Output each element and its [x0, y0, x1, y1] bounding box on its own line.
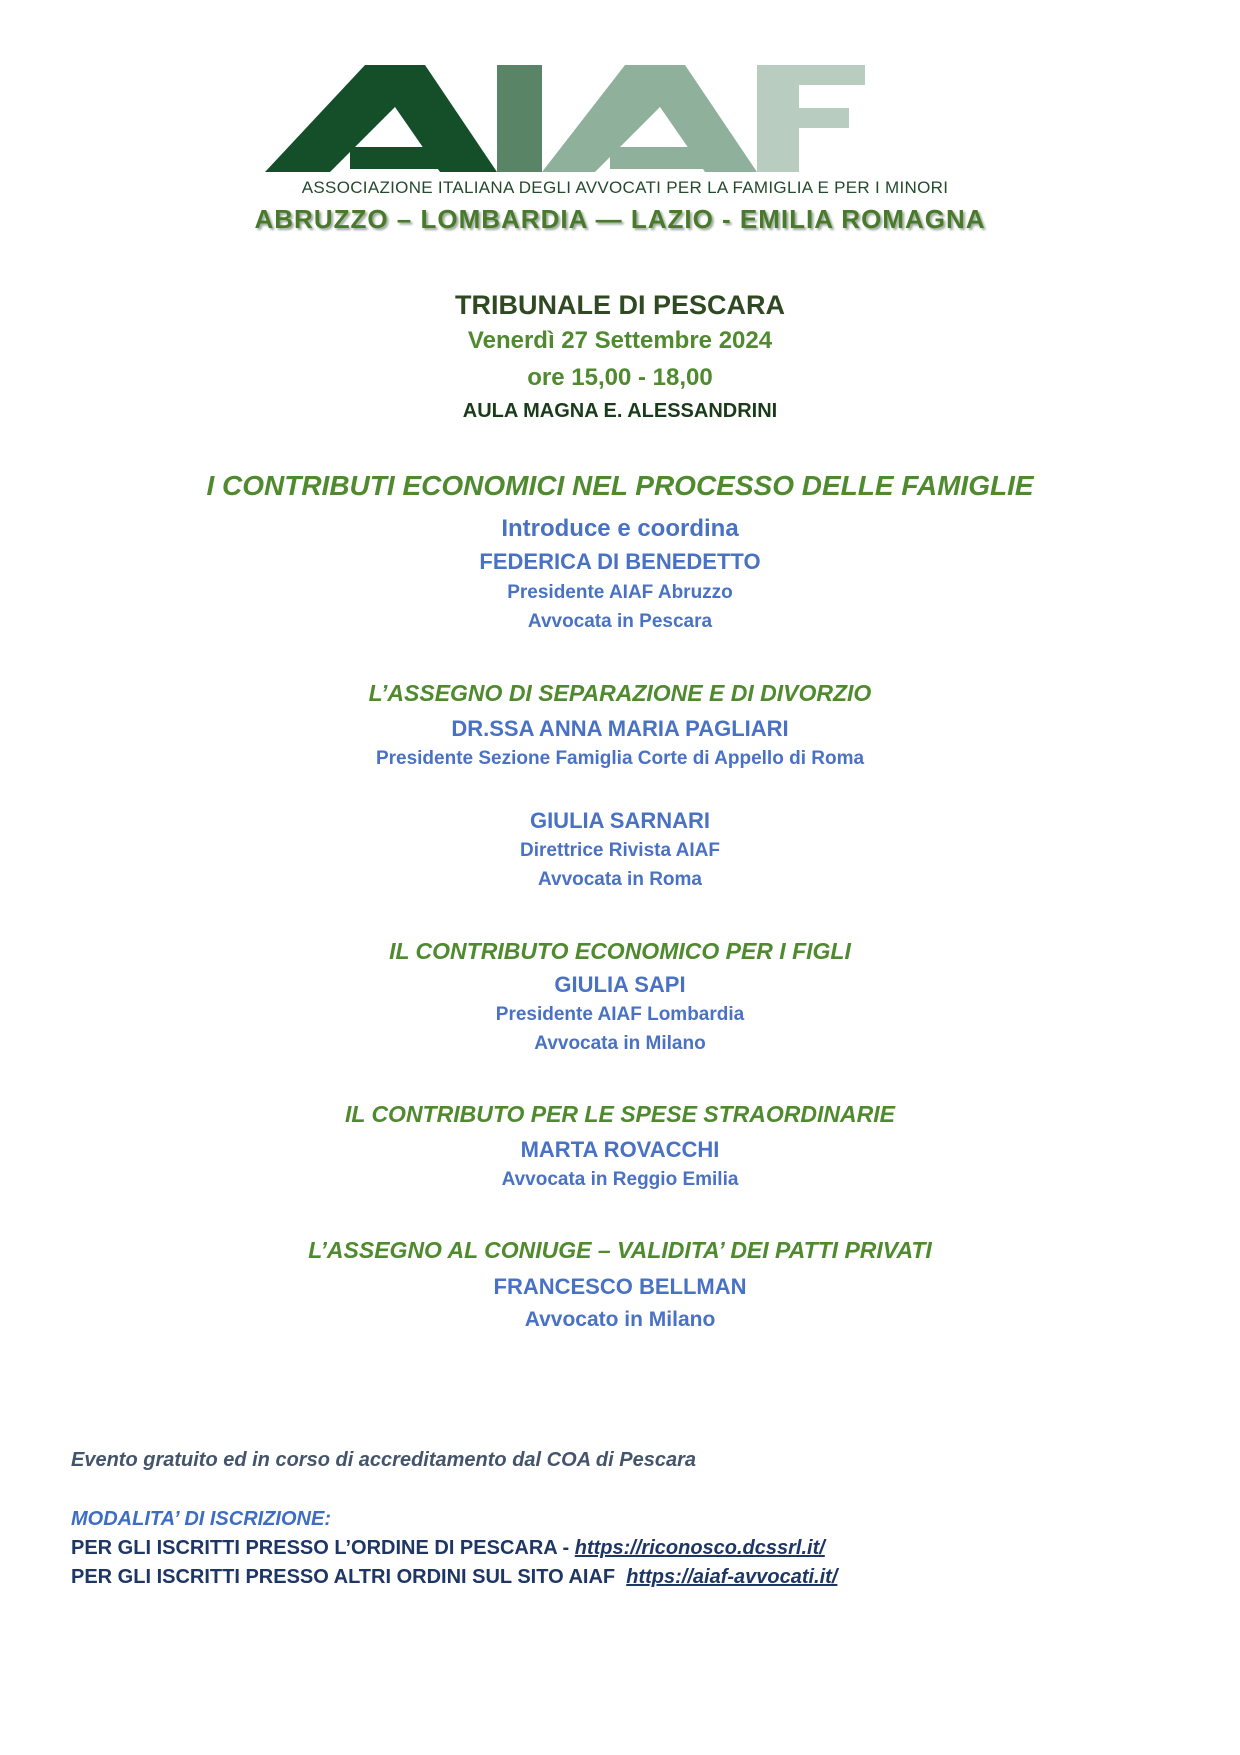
- speaker-role: Presidente Sezione Famiglia Corte di Appello di Roma: [375, 748, 865, 769]
- session-topic: L’ASSEGNO AL CONIUGE – VALIDITA’ DEI PATTI PRIVATI: [308, 1237, 932, 1263]
- speaker-role: Avvocata in Milano: [534, 1033, 706, 1054]
- registration-line-text: PER GLI ISCRITTI PRESSO ALTRI ORDINI SUL SITO AIAF: [71, 1566, 627, 1588]
- speaker-role: Avvocato in Milano: [524, 1308, 716, 1331]
- speaker-role: Direttrice Rivista AIAF: [520, 840, 720, 861]
- riconosco-link[interactable]: https://riconosco.dcssrl.it/: [574, 1537, 825, 1559]
- registration-line-text: PER GLI ISCRITTI PRESSO L’ORDINE DI PESCARA -: [71, 1537, 575, 1559]
- regions-banner: ABRUZZO – LOMBARDIA — LAZIO - EMILIA ROMAGNA: [254, 204, 986, 234]
- aiaf-site-link[interactable]: https://aiaf-avvocati.it/: [626, 1566, 838, 1588]
- logo-tagline: ASSOCIAZIONE ITALIANA DEGLI AVVOCATI PER LA FAMIGLIA E PER I MINORI: [301, 178, 949, 197]
- session-topic: IL CONTRIBUTO PER LE SPESE STRAORDINARIE: [345, 1101, 895, 1127]
- speaker-role: Avvocata in Reggio Emilia: [501, 1169, 739, 1190]
- intro-role: Presidente AIAF Abruzzo: [507, 582, 733, 603]
- program-title: I CONTRIBUTI ECONOMICI NEL PROCESSO DELLE FAMIGLIE: [206, 470, 1034, 501]
- speaker-name: GIULIA SARNARI: [529, 808, 711, 833]
- speaker-name: DR.SSA ANNA MARIA PAGLIARI: [451, 716, 789, 741]
- event-date: Venerdì 27 Settembre 2024: [467, 327, 773, 354]
- registration-line-pescara: [71, 1537, 825, 1560]
- intro-label: Introduce e coordina: [501, 515, 739, 542]
- speaker-role: Avvocata in Roma: [537, 869, 702, 890]
- intro-name: FEDERICA DI BENEDETTO: [479, 549, 761, 574]
- speaker-name: MARTA ROVACCHI: [520, 1137, 720, 1162]
- speaker-name: GIULIA SAPI: [554, 972, 686, 997]
- event-room: AULA MAGNA E. ALESSANDRINI: [462, 400, 778, 422]
- registration-line-others: [71, 1566, 837, 1589]
- speaker-role: Presidente AIAF Lombardia: [495, 1004, 745, 1025]
- session-topic: IL CONTRIBUTO ECONOMICO PER I FIGLI: [389, 938, 851, 964]
- event-time: ore 15,00 - 18,00: [527, 364, 713, 391]
- registration-heading: MODALITA’ DI ISCRIZIONE:: [71, 1508, 331, 1530]
- aiaf-logo-graphic: [265, 62, 985, 180]
- accreditation-note: Evento gratuito ed in corso di accreditamento dal COA di Pescara: [71, 1449, 696, 1471]
- event-venue: TRIBUNALE DI PESCARA: [454, 290, 785, 320]
- session-topic: L’ASSEGNO DI SEPARAZIONE E DI DIVORZIO: [368, 680, 872, 706]
- intro-role: Avvocata in Pescara: [527, 611, 713, 632]
- speaker-name: FRANCESCO BELLMAN: [493, 1274, 747, 1299]
